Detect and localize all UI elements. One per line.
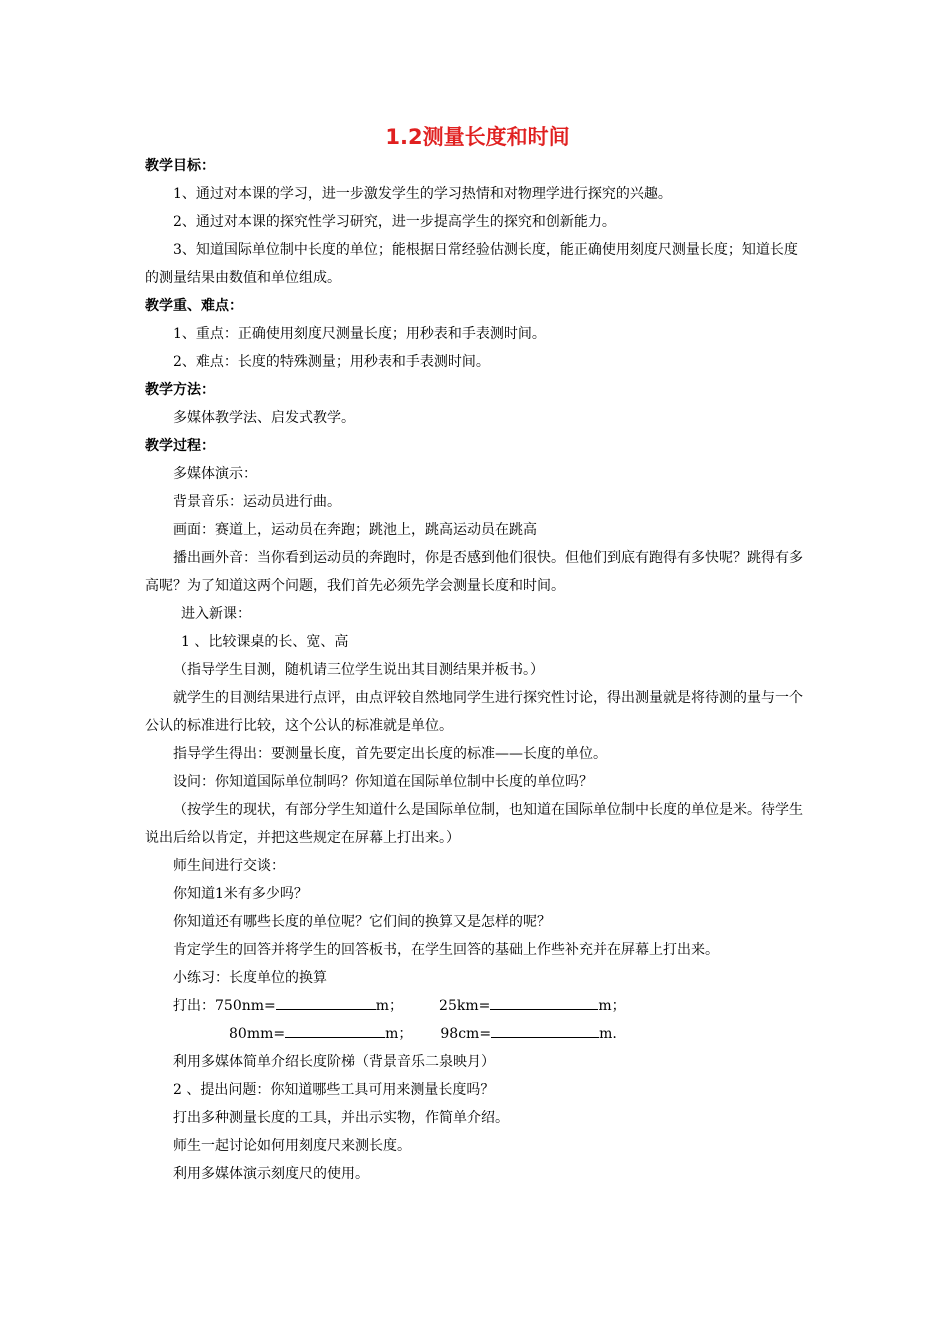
process-line-14: 你知道还有哪些长度的单位呢？它们间的换算又是怎样的呢？ [173, 914, 551, 930]
process-line-3: 画面：赛道上，运动员在奔跑；跳池上，跳高运动员在跳高 [173, 522, 537, 538]
exercise-item-1: 750nm= [215, 998, 276, 1014]
unit-label: m； [598, 998, 626, 1014]
process-line-19: 打出多种测量长度的工具，并出示实物，作简单介绍。 [173, 1110, 509, 1126]
exercise-lead: 打出： [173, 998, 215, 1014]
answer-blank [285, 1023, 385, 1038]
page-title: 1.2测量长度和时间 [385, 125, 570, 149]
objective-1: 1、通过对本课的学习，进一步激发学生的学习热情和对物理学进行探究的兴趣。 [173, 186, 672, 202]
process-line-5: 进入新课： [181, 606, 251, 622]
objective-2: 2、通过对本课的探究性学习研究，进一步提高学生的探究和创新能力。 [173, 214, 616, 230]
process-line-7: （指导学生目测，随机请三位学生说出其目测结果并板书。） [173, 662, 544, 678]
process-line-20: 师生一起讨论如何用刻度尺来测长度。 [173, 1138, 411, 1154]
process-line-8: 就学生的目测结果进行点评，由点评较自然地同学生进行探究性讨论，得出测量就是将待测的量与一个公认的标准进行比较，这个公认的标准就是单位。 [145, 690, 803, 734]
unit-label: m； [385, 1026, 413, 1042]
exercise-item-2: 25km= [439, 998, 491, 1014]
process-line-4: 播出画外音：当你看到运动员的奔跑时，你是否感到他们很快。但他们到底有跑得有多快呢？跳得有多高呢？为了知道这两个问题，我们首先必须先学会测量长度和时间。 [145, 550, 803, 594]
process-line-12: 师生间进行交谈： [173, 858, 285, 874]
answer-blank [491, 1023, 599, 1038]
process-line-21: 利用多媒体演示刻度尺的使用。 [173, 1166, 369, 1182]
answer-blank [490, 995, 598, 1010]
method-heading: 教学方法： [145, 382, 215, 398]
exercise-item-4: 98cm= [440, 1026, 492, 1042]
process-line-6: 1 、比较课桌的长、宽、高 [181, 634, 349, 650]
document-body [145, 124, 810, 1188]
process-line-10: 设问：你知道国际单位制吗？你知道在国际单位制中长度的单位吗？ [173, 774, 593, 790]
process-line-17: 利用多媒体简单介绍长度阶梯（背景音乐二泉映月） [173, 1054, 495, 1070]
keypoint-1: 1、重点：正确使用刻度尺测量长度；用秒表和手表测时间。 [173, 326, 546, 342]
keypoint-2: 2、难点：长度的特殊测量；用秒表和手表测时间。 [173, 354, 490, 370]
unit-label: m； [375, 998, 404, 1014]
process-line-15: 肯定学生的回答并将学生的回答板书，在学生回答的基础上作些补充并在屏幕上打出来。 [173, 942, 719, 958]
process-line-16: 小练习：长度单位的换算 [173, 970, 327, 986]
process-line-18: 2 、提出问题：你知道哪些工具可用来测量长度吗？ [173, 1082, 495, 1098]
exercise-row-2 [145, 1020, 810, 1048]
unit-label: m. [599, 1026, 617, 1042]
answer-blank [276, 995, 376, 1010]
process-heading: 教学过程： [145, 438, 215, 454]
keypoints-heading: 教学重、难点： [145, 298, 243, 314]
process-line-9: 指导学生得出：要测量长度，首先要定出长度的标准——长度的单位。 [173, 746, 607, 762]
process-line-13: 你知道1米有多少吗？ [173, 886, 308, 902]
exercise-item-3: 80mm= [229, 1026, 286, 1042]
method-text: 多媒体教学法、启发式教学。 [173, 410, 355, 426]
process-line-2: 背景音乐：运动员进行曲。 [173, 494, 341, 510]
process-line-1: 多媒体演示： [173, 466, 257, 482]
objective-3: 3、知道国际单位制中长度的单位；能根据日常经验估测长度，能正确使用刻度尺测量长度；知道长度的测量结果由数值和单位组成。 [145, 242, 798, 286]
process-line-11: （按学生的现状，有部分学生知道什么是国际单位制，也知道在国际单位制中长度的单位是米。待学生说出后给以肯定，并把这些规定在屏幕上打出来。） [145, 802, 803, 846]
objectives-heading: 教学目标： [145, 158, 215, 174]
exercise-row-1 [145, 992, 810, 1020]
